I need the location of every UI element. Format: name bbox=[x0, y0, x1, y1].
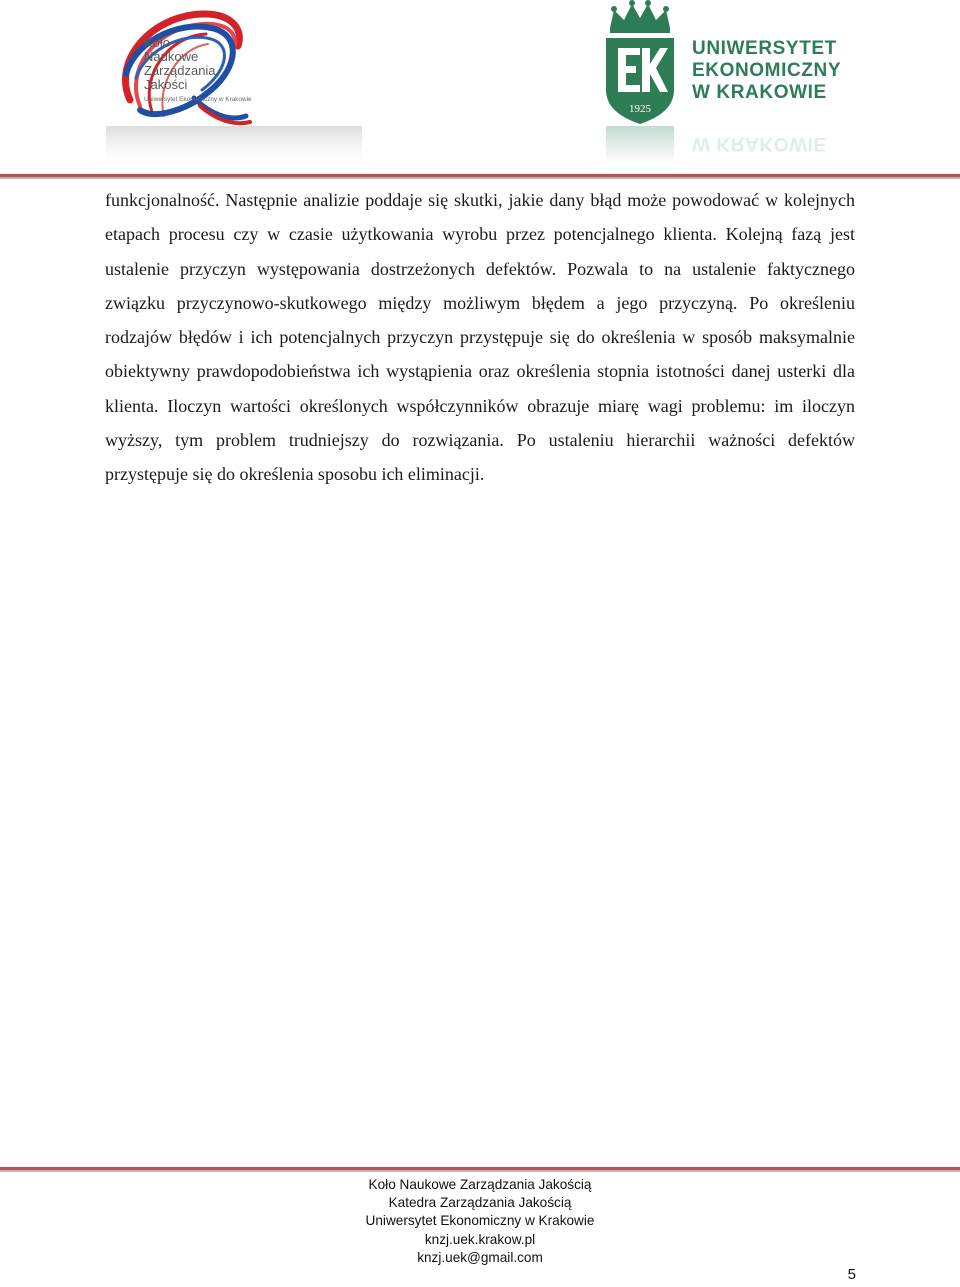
footer-line: knzj.uek.krakow.pl bbox=[424, 1231, 536, 1247]
uek-name-line: UNIWERSYTET bbox=[692, 38, 837, 59]
knzj-logo-line: Jakości bbox=[144, 77, 188, 92]
footer-divider bbox=[0, 1167, 960, 1172]
body-paragraph: funkcjonalność. Następnie analizie poddaje się skutki, jakie dany błąd może powodować w kolejnych etapach procesu czy w czasie użytkowania wyrobu przez potencjalnego klienta. Kolejną fazą jest ustalenie przyczyn występowania dostrzeżonych defektów. Pozwala to na ustalenie faktycznego związku przyczynowo-skutkowego między możliwym błędem a jego przyczyną. Po określeniu rodzajów błędów i ich potencjalnych przyczyn przystępuje się do określenia w sposób maksymalnie obiektywny prawdopodobieństwa ich wystąpienia oraz określenia stopnia istotności danej usterki dla klienta. Iloczyn wartości określonych współczynników obrazuje miarę wagi problemu: im iloczyn wyższy, tym problem trudniejszy do rozwiązania. Po ustaleniu hierarchii ważności defektów przystępuje się do określenia sposobu ich eliminacji. bbox=[105, 190, 855, 485]
footer-line: Uniwersytet Ekonomiczny w Krakowie bbox=[365, 1213, 595, 1229]
knzj-logo-line: Koło bbox=[144, 35, 171, 50]
footer-line: Koło Naukowe Zarządzania Jakością bbox=[368, 1177, 592, 1192]
page-number: 5 bbox=[847, 1266, 856, 1283]
page-footer bbox=[0, 1176, 960, 1267]
uek-name-line: W KRAKOWIE bbox=[692, 82, 827, 103]
uek-name bbox=[692, 38, 841, 104]
knzj-logo-text bbox=[144, 36, 216, 92]
uek-name-line: EKONOMICZNY bbox=[692, 60, 842, 81]
header-divider bbox=[0, 174, 960, 179]
footer-line: Katedra Zarządzania Jakością bbox=[388, 1195, 572, 1211]
crown-icon bbox=[610, 0, 670, 33]
knzj-logo-subtitle: Uniwersytet Ekonomiczny w Krakowie bbox=[144, 96, 252, 103]
uek-emblem bbox=[600, 0, 680, 164]
knzj-logo-line: Naukowe bbox=[144, 49, 199, 64]
uek-name-reflection: W KRAKOWIE bbox=[692, 133, 827, 154]
page-header bbox=[0, 0, 960, 182]
knzj-logo-line: Zarządzania bbox=[144, 63, 216, 78]
uek-year: 1925 bbox=[629, 103, 651, 115]
footer-line: knzj.uek@gmail.com bbox=[417, 1249, 543, 1265]
